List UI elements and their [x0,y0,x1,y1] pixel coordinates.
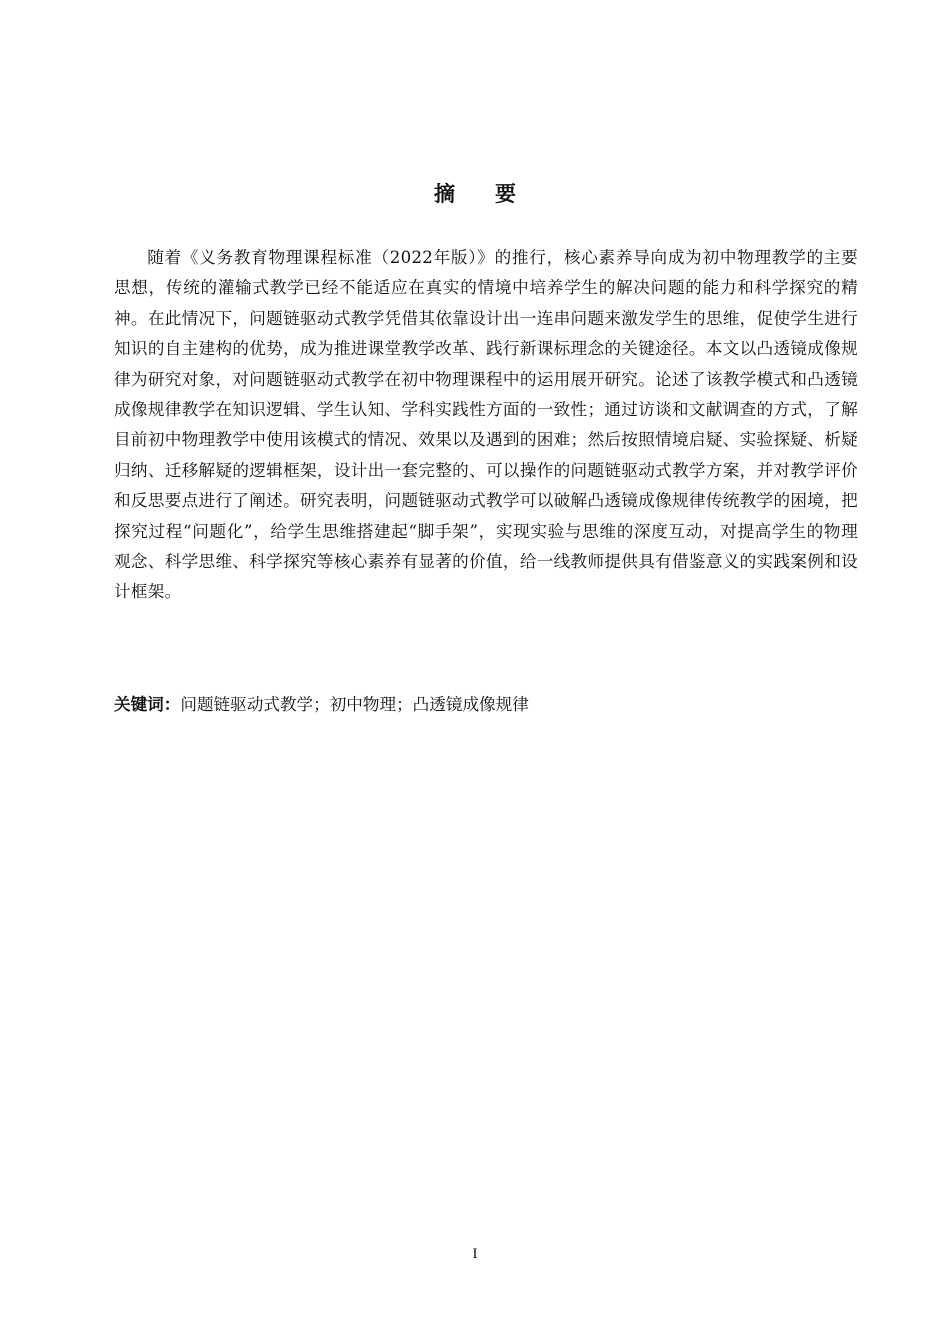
abstract-paragraph: 随着《义务教育物理课程标准（2022年版）》的推行，核心素养导向成为初中物理教学的主要思想，传统的灌输式教学已经不能适应在真实的情境中培养学生的解决问题的能力和科学探究的精神。在此情况下，问题链驱动式教学凭借其依靠设计出一连串问题来激发学生的思维，促使学生进行知识的自主建构的优势，成为推进课堂教学改革、践行新课标理念的关键途径。本文以凸透镜成像规律为研究对象，对问题链驱动式教学在初中物理课程中的运用展开研究。论述了该教学模式和凸透镜成像规律教学在知识逻辑、学生认知、学科实践性方面的一致性；通过访谈和文献调查的方式，了解目前初中物理教学中使用该模式的情况、效果以及遇到的困难；然后按照情境启疑、实验探疑、析疑归纳、迁移解疑的逻辑框架，设计出一套完整的、可以操作的问题链驱动式教学方案，并对教学评价和反思要点进行了阐述。研究表明，问题链驱动式教学可以破解凸透镜成像规律传统教学的困境，把探究过程“问题化”，给学生思维搭建起“脚手架”，实现实验与思维的深度互动，对提高学生的物理观念、科学思维、科学探究等核心素养有显著的价值，给一线教师提供具有借鉴意义的实践案例和设计框架。 [114,248,858,602]
page-number: I [472,1246,478,1262]
keywords-label: 关键词： [114,695,181,714]
keywords-text: 问题链驱动式教学；初中物理；凸透镜成像规律 [180,695,529,714]
abstract-title: 摘要 [434,182,556,206]
keywords-line [114,690,858,720]
